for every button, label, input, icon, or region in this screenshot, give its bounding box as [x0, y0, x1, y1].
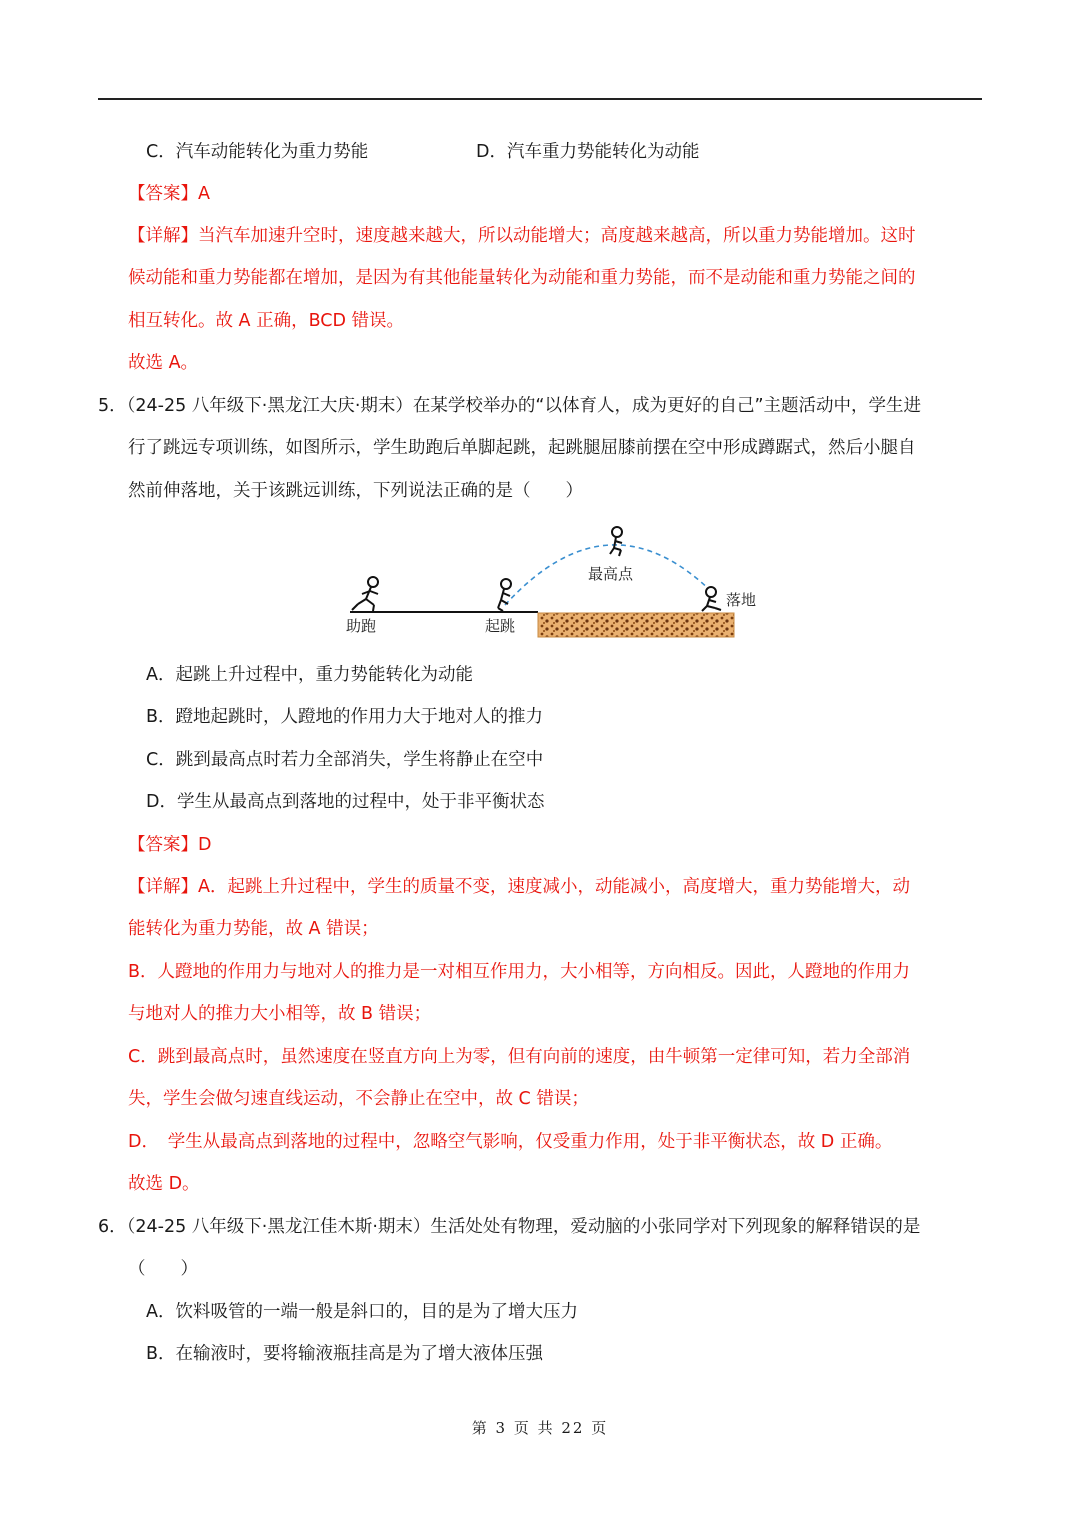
q5-stem-line-1: 5．（24-25 八年级下·黑龙江大庆·期末）在某学校举办的“以体育人，成为更好的自己”主题活动中，学生进: [98, 396, 922, 416]
q5-detail-line-4: 与地对人的推力大小相等，故 B 错误；: [128, 1004, 432, 1024]
jumper-landing-icon: [702, 587, 721, 611]
jumper-top-icon: [610, 527, 622, 556]
header-rule: [98, 98, 982, 100]
q5-option-a: A．起跳上升过程中，重力势能转化为动能: [146, 665, 473, 685]
q4-option-d: D．汽车重力势能转化为动能: [476, 142, 700, 162]
q6-option-b: B．在输液时，要将输液瓶挂高是为了增大液体压强: [146, 1344, 544, 1364]
label-jump: 起跳: [485, 617, 516, 635]
q5-detail-line-5: C．跳到最高点时，虽然速度在竖直方向上为零，但有向前的速度，由牛顿第一定律可知，若力全部消: [128, 1047, 911, 1067]
q6-stem-line-2: （ ）: [128, 1259, 198, 1279]
answer-tag: 【答案】: [128, 184, 198, 204]
q5-answer: [128, 833, 211, 857]
answer-value: A: [198, 184, 210, 204]
label-top: 最高点: [588, 565, 634, 583]
runner-icon: [352, 577, 378, 611]
q5-detail-line-7: D． 学生从最高点到落地的过程中，忽略空气影响，仅受重力作用，处于非平衡状态，故 D 正确。: [128, 1132, 893, 1152]
q5-stem-line-2: 行了跳远专项训练，如图所示，学生助跑后单脚起跳，起跳腿屈膝前摆在空中形成蹲踞式，然后小腿自: [128, 438, 916, 458]
page-footer: 第 3 页 共 22 页: [471, 1419, 609, 1437]
q4-detail-line-2: 候动能和重力势能都在增加，是因为有其他能量转化为动能和重力势能，而不是动能和重力势能之间的: [128, 268, 916, 288]
jumper-takeoff-icon: [498, 579, 511, 611]
q4-choose: 故选 A。: [128, 353, 199, 373]
label-land: 落地: [726, 591, 757, 609]
q5-option-b: B．蹬地起跳时，人蹬地的作用力大于地对人的推力: [146, 707, 544, 727]
long-jump-figure: [340, 520, 780, 645]
q6-stem-line-1: 6．（24-25 八年级下·黑龙江佳木斯·期末）生活处处有物理，爱动脑的小张同学对下列现象的解释错误的是: [98, 1217, 921, 1237]
q5-option-d: D．学生从最高点到落地的过程中，处于非平衡状态: [146, 792, 545, 812]
label-run: 助跑: [346, 617, 377, 635]
answer-value: D: [198, 835, 212, 855]
q6-option-a: A．饮料吸管的一端一般是斜口的，目的是为了增大压力: [146, 1302, 578, 1322]
detail-tag: 【详解】: [128, 226, 198, 246]
sand-pit: [538, 613, 734, 637]
q5-detail-line-3: B．人蹬地的作用力与地对人的推力是一对相互作用力，大小相等，方向相反。因此，人蹬地的作用力: [128, 962, 911, 982]
q5-stem-line-3: 然前伸落地，关于该跳远训练，下列说法正确的是（ ）: [128, 481, 583, 501]
detail-text: A．起跳上升过程中，学生的质量不变，速度减小，动能减小，高度增大，重力势能增大，动: [198, 877, 910, 897]
q4-answer: [128, 182, 210, 206]
q5-detail-line-2: 能转化为重力势能，故 A 错误；: [128, 919, 379, 939]
detail-tag: 【详解】: [128, 877, 198, 897]
q5-option-c: C．跳到最高点时若力全部消失，学生将静止在空中: [146, 750, 544, 770]
q5-detail-line-1: [128, 875, 910, 899]
q4-option-c: C．汽车动能转化为重力势能: [146, 142, 369, 162]
long-jump-diagram: [340, 520, 780, 645]
answer-tag: 【答案】: [128, 835, 198, 855]
q4-detail-line-3: 相互转化。故 A 正确，BCD 错误。: [128, 311, 405, 331]
q4-detail-line-1: [128, 224, 916, 248]
q5-choose: 故选 D。: [128, 1174, 200, 1194]
q5-detail-line-6: 失，学生会做匀速直线运动，不会静止在空中，故 C 错误；: [128, 1089, 589, 1109]
detail-text: 当汽车加速升空时，速度越来越大，所以动能增大；高度越来越高，所以重力势能增加。这时: [198, 226, 916, 246]
